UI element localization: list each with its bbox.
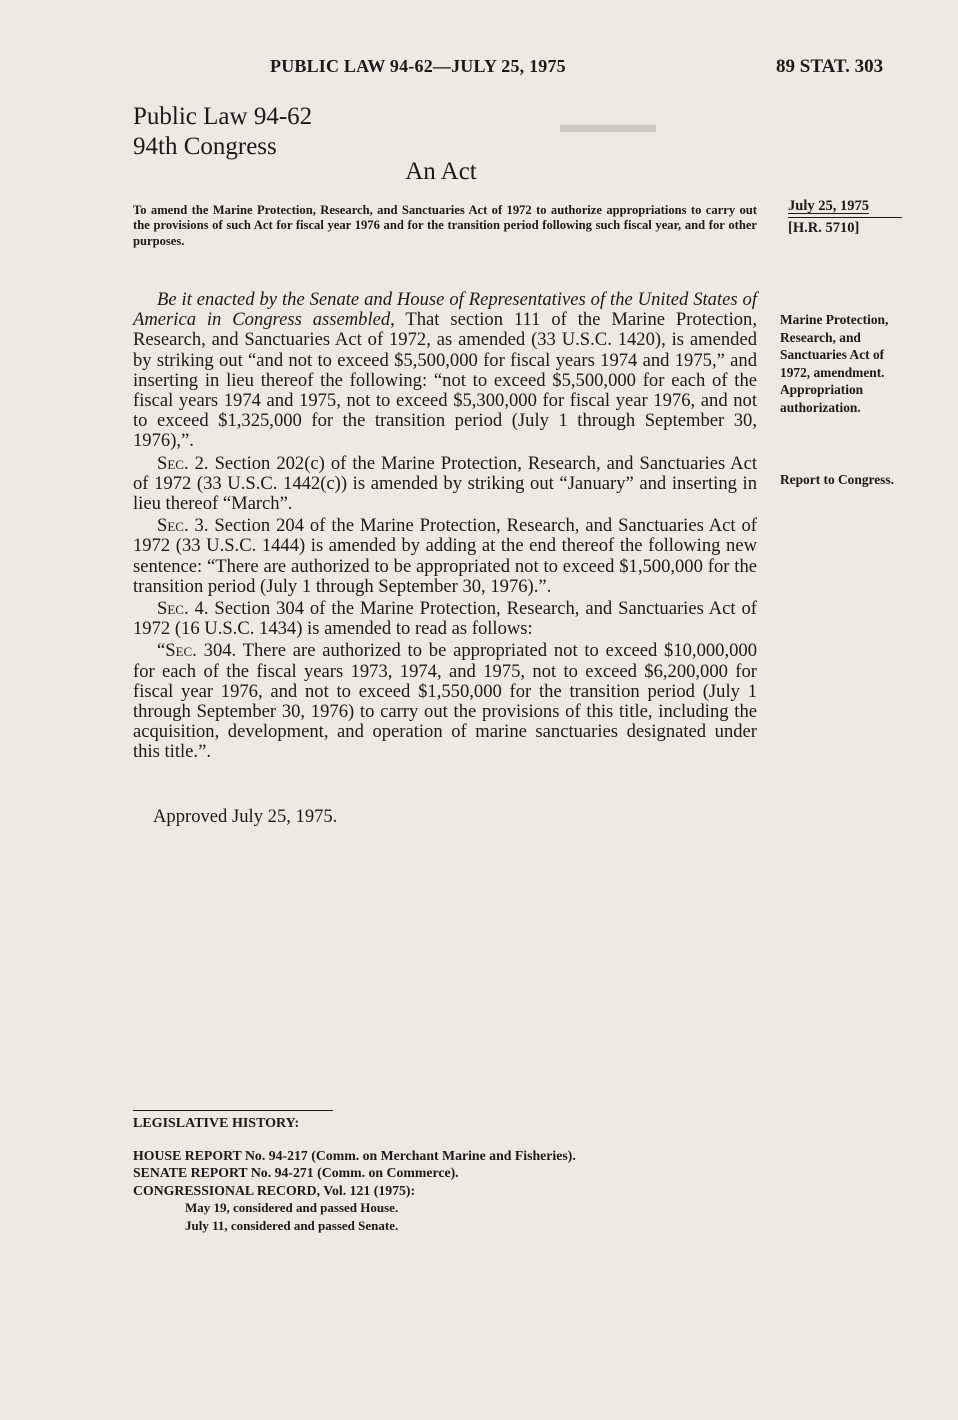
- congress-number: 94th Congress: [133, 133, 277, 160]
- house-report: HOUSE REPORT No. 94-217 (Comm. on Merchant Marine and Fisheries).: [133, 1147, 576, 1163]
- act-heading: [0, 158, 958, 186]
- section-2-text: Section 202(c) of the Marine Protection, Research, and Sanctuaries Act of 1972 (33 U.S.C. 1442(c)) is amended by striking out “January” and inserting in lieu thereof “March”.: [133, 452, 758, 515]
- section-304-label: Sec. 304.: [165, 640, 237, 662]
- record-item: July 11, considered and passed Senate.: [185, 1217, 399, 1233]
- legislative-history-heading: LEGISLATIVE HISTORY:: [133, 1116, 300, 1131]
- legislative-history: [133, 1115, 576, 1235]
- sidenote-report: Report to Congress.: [780, 472, 894, 487]
- statute-citation: 89 STAT. 303: [776, 56, 884, 77]
- enactment-date: July 25, 1975: [788, 198, 869, 214]
- approval-date: Approved July 25, 1975.: [153, 806, 338, 827]
- section-3-label: Sec. 3.: [157, 515, 209, 537]
- quote-open: “: [157, 640, 166, 662]
- enacting-clause: Be it enacted by the Senate and House of Representatives of the United States of America in Congress assembled,: [133, 289, 757, 331]
- law-title-block: [133, 102, 312, 162]
- section-4: [133, 599, 757, 639]
- record-item: May 19, considered and passed House.: [185, 1200, 399, 1216]
- section-3: [133, 516, 757, 597]
- section-4-text: Section 304 of the Marine Protection, Research, and Sanctuaries Act of 1972 (16 U.S.C. 1434) is amended to read as follows:: [133, 598, 757, 640]
- bill-number: [H.R. 5710]: [788, 220, 860, 236]
- senate-report: SENATE REPORT No. 94-271 (Comm. on Commerce).: [133, 1165, 459, 1181]
- act-purpose: To amend the Marine Protection, Research, and Sanctuaries Act of 1972 to authorize appropriations to carry out the provisions of such Act for fiscal year 1976 and for the transition period following such fiscal year, and for other purposes.: [133, 203, 757, 248]
- section-4-label: Sec. 4.: [157, 598, 209, 620]
- section-304-text: There are authorized to be appropriated not to exceed $10,000,000 for each of the fiscal years 1973, 1974, and 1975, not to exceed $6,200,000 for fiscal year 1976, and not to exceed $1,550,000 for the transition period (July 1 through September 30, 1976) to carry out the provisions of this title, including the acquisition, development, and operation of marine sanctuaries designated under this title.”.: [133, 640, 758, 763]
- section-2: [133, 454, 757, 515]
- congressional-record: CONGRESSIONAL RECORD, Vol. 121 (1975):: [133, 1182, 416, 1198]
- section-1: [133, 290, 757, 452]
- section-304-quote: [133, 641, 757, 762]
- act-body: [133, 290, 757, 763]
- act-heading-text: An Act: [405, 158, 477, 185]
- running-head: PUBLIC LAW 94-62—JULY 25, 1975: [270, 56, 566, 76]
- margin-date-block: [788, 196, 900, 238]
- sidenote-amendment: Marine Protection, Research, and Sanctuaries Act of 1972, amendment. Appropriation authorization.: [780, 312, 889, 415]
- law-number: Public Law 94-62: [133, 103, 313, 130]
- section-1-text: That section 111 of the Marine Protection, Research, and Sanctuaries Act of 1972, as amended (33 U.S.C. 1420), is amended by striking out “and not to exceed $5,500,000 for fiscal years 1974 and 1975,” and inserting in lieu thereof the following: “not to exceed $5,500,000 for each of the fiscal years 1974 and 1975, not to exceed $5,300,000 for fiscal year 1976, and not to exceed $1,325,000 for the transition period (July 1 through September 30, 1976),”.: [133, 309, 757, 452]
- section-3-text: Section 204 of the Marine Protection, Research, and Sanctuaries Act of 1972 (33 U.S.C. 1444) is amended by adding at the end thereof the following new sentence: “There are authorized to be appropriated not to exceed $1,500,000 for the transition period (July 1 through September 30, 1976).”.: [133, 515, 757, 597]
- bleed-through-shadow: ▬▬▬▬: [560, 112, 656, 138]
- section-2-label: Sec. 2.: [157, 452, 209, 474]
- legislative-history-rule: [133, 1110, 333, 1111]
